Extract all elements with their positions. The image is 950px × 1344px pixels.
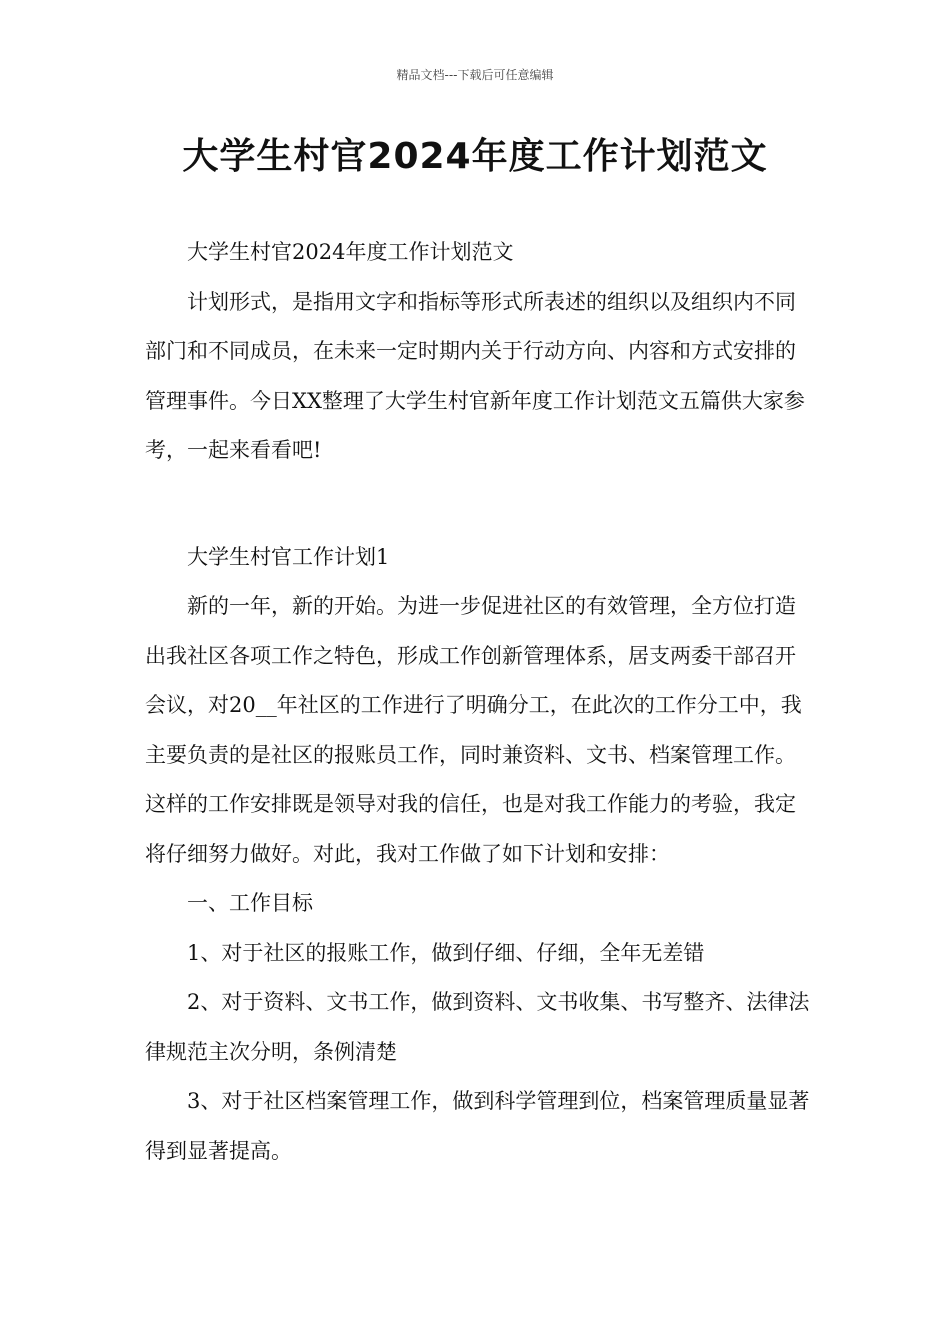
document-subtitle: 大学生村官2024年度工作计划范文 — [187, 240, 514, 264]
intro-paragraph: 计划形式，是指用文字和指标等形式所表述的组织以及组织内不同部门和不同成员，在未来一定时期内关于行动方向、内容和方式安排的管理事件。今日XX整理了大学生村官新年度工作计划范文五篇供大家参考，一起来看看吧! — [145, 289, 805, 462]
goal-item-1: 1、对于社区的报账工作，做到仔细、仔细，全年无差错 — [187, 940, 705, 965]
section-1-paragraph: 新的一年，新的开始。为进一步促进社区的有效管理，全方位打造出我社区各项工作之特色，形成工作创新管理体系，居支两委干部召开会议，对20__年社区的工作进行了明确分工，在此次的工作分工中，我主要负责的是社区的报账员工作，同时兼资料、文书、档案管理工作。这样的工作安排既是领导对我的信任，也是对我工作能力的考验，我定将仔细努力做好。对此，我对工作做了如下计划和安排： — [145, 594, 802, 866]
goals-heading: 一、工作目标 — [187, 891, 313, 915]
document-title: 大学生村官2024年度工作计划范文 — [182, 136, 768, 177]
section-1-title: 大学生村官工作计划1 — [187, 544, 390, 569]
document-body — [145, 228, 810, 1176]
page-header: 精品文档---下载后可任意编辑 — [396, 68, 554, 82]
goal-item-3: 3、对于社区档案管理工作，做到科学管理到位，档案管理质量显著得到显著提高。 — [145, 1089, 810, 1163]
goal-item-2: 2、对于资料、文书工作，做到资料、文书收集、书写整齐、法律法律规范主次分明，条例清楚 — [145, 990, 810, 1064]
section-spacer — [145, 476, 810, 533]
